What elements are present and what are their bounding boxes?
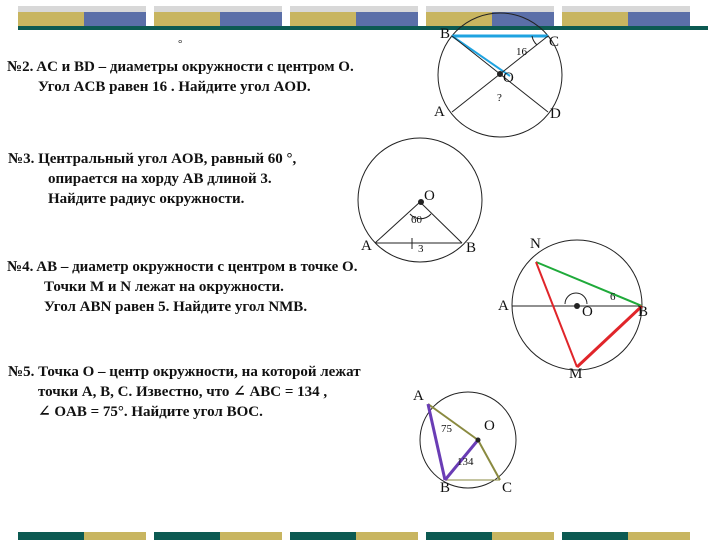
- fig4-label-a: A: [498, 298, 509, 314]
- problem-5-line-3: ∠ OAB = 75°. Найдите угол BOC.: [38, 404, 263, 420]
- problem-4-line-1: №4. AB – диаметр окружности с центром в точке O.: [7, 259, 358, 275]
- fig5-label-c: C: [502, 480, 513, 496]
- problem-4-line-2: Точки M и N лежат на окружности.: [44, 279, 284, 295]
- fig5-circle: [420, 392, 516, 488]
- figure-5: [420, 392, 516, 488]
- fig5-center-point: [476, 438, 481, 443]
- problem-2-line-1: №2. AC и BD – диаметры окружности с центром O.: [7, 59, 354, 75]
- fig3-label-o: O: [424, 188, 435, 204]
- problem-3-line-2: опирается на хорду AB длиной 3.: [48, 171, 272, 187]
- fig2-label-a: A: [434, 104, 445, 120]
- fig3-radius-ob: [420, 202, 462, 243]
- fig2-label-d: D: [550, 106, 561, 122]
- stray-degree-mark: °: [178, 38, 183, 50]
- problem-3-line-1: №3. Центральный угол AOB, равный 60 °,: [8, 151, 297, 167]
- fig2-label-c: C: [549, 34, 560, 50]
- fig4-label-b: B: [638, 304, 649, 320]
- fig4-center-point: [574, 303, 580, 309]
- fig5-label-o: O: [484, 418, 495, 434]
- fig4-label-m: M: [569, 366, 583, 382]
- fig3-label-b: B: [466, 240, 477, 256]
- fig2-label-b: B: [440, 26, 451, 42]
- fig3-label-a: A: [361, 238, 372, 254]
- problem-4-line-3: Угол ABN равен 5. Найдите угол NMB.: [44, 299, 308, 315]
- fig3-angle-label: 60: [411, 214, 422, 226]
- figure-2: [438, 13, 562, 137]
- problem-5-line-2: точки A, B, C. Известно, что ∠ ABC = 134 ,: [38, 384, 328, 400]
- problem-5-line-1: №5. Точка O – центр окружности, на которой лежат: [8, 364, 361, 380]
- fig2-segment-bo: [452, 36, 510, 76]
- fig4-label-o: O: [582, 304, 593, 320]
- fig5-angle-a-label: 75: [441, 423, 452, 435]
- fig4-label-n: N: [530, 236, 541, 252]
- problem-3-line-3: Найдите радиус окружности.: [48, 191, 245, 207]
- fig5-label-a: A: [413, 388, 424, 404]
- figure-4: [512, 240, 642, 370]
- fig4-chord-nb: [536, 262, 642, 306]
- fig2-label-o: O: [503, 70, 514, 86]
- fig2-question-mark: ?: [497, 92, 502, 104]
- fig3-chord-label: 3: [418, 243, 424, 255]
- fig4-angle-label: 6: [610, 291, 616, 303]
- fig5-label-b: B: [440, 480, 451, 496]
- fig5-segment-oc: [478, 440, 500, 480]
- problem-2-line-2: Угол ACB равен 16 . Найдите угол AOD.: [38, 79, 311, 95]
- fig4-chord-nm: [536, 262, 577, 367]
- fig2-angle-label: 16: [516, 46, 527, 58]
- fig5-angle-b-label: 134: [457, 456, 474, 468]
- fig4-angle-arc: [565, 293, 587, 304]
